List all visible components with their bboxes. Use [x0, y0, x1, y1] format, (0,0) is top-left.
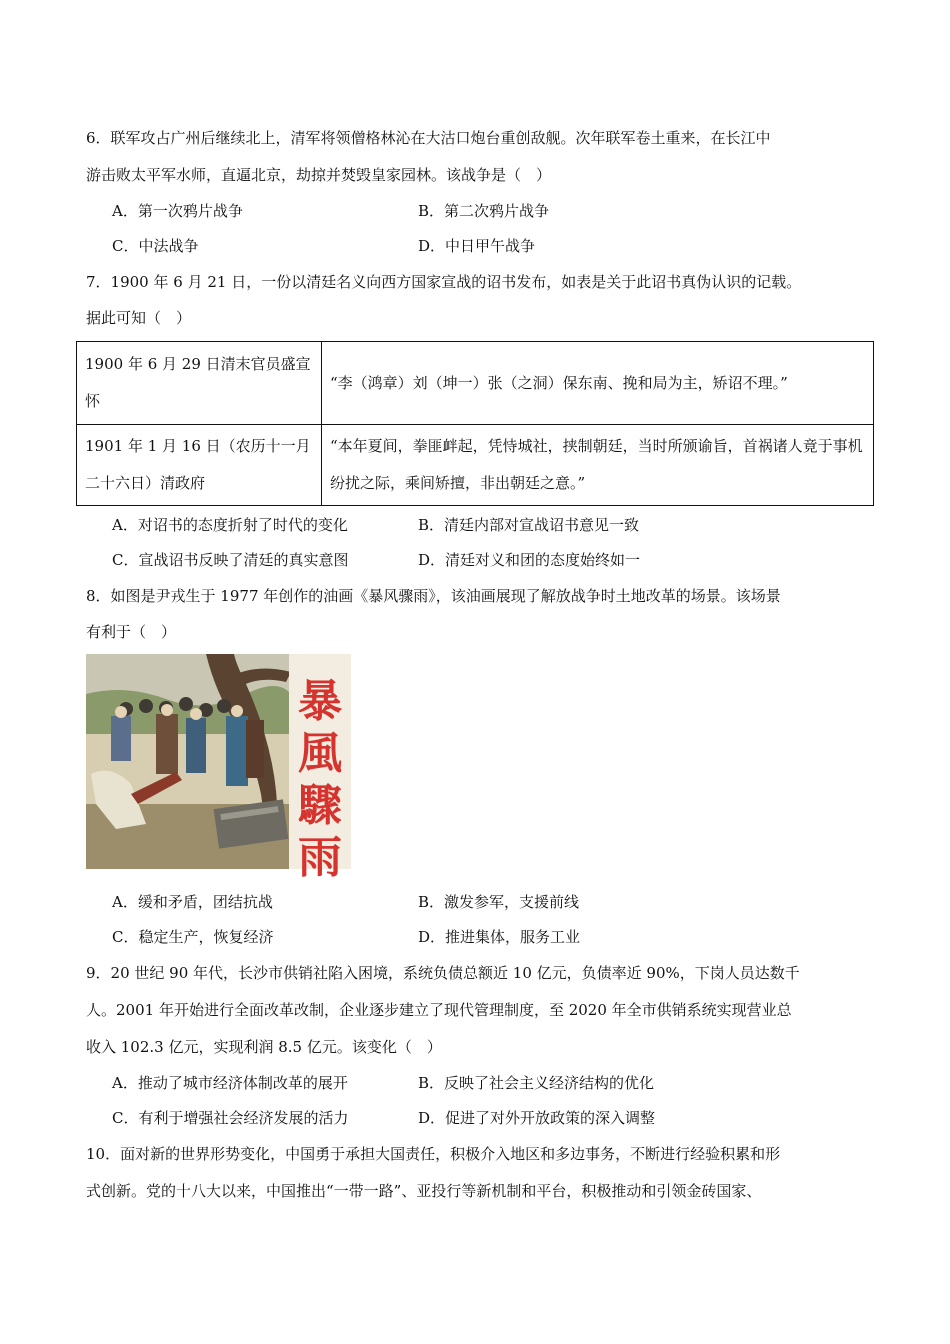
table-row	[77, 342, 874, 425]
table-cell-source: 1900 年 6 月 29 日清末官员盛宣怀	[77, 342, 322, 425]
question-6-text: 6．联军攻占广州后继续北上，清军将领僧格林沁在大沽口炮台重创敌舰。次年联军卷土重来，在长江中	[86, 129, 771, 147]
painting-title-char: 雨	[298, 832, 342, 883]
q6-option-d[interactable]: D．中日甲午战争	[418, 237, 536, 255]
question-6-text-cont: 游击败太平军水师，直逼北京，劫掠并焚毁皇家园林。该战争是（ ）	[86, 166, 552, 184]
question-9-text-cont: 收入 102.3 亿元，实现利润 8.5 亿元。该变化（ ）	[86, 1038, 442, 1056]
question-9-text-cont: 人。2001 年开始进行全面改革改制，企业逐步建立了现代管理制度，至 2020 年全市供销系统实现营业总	[86, 1001, 792, 1019]
q7-option-c[interactable]: C．宣战诏书反映了清廷的真实意图	[112, 551, 349, 569]
q7-option-d[interactable]: D．清廷对义和团的态度始终如一	[418, 551, 641, 569]
table-cell-quote: “本年夏间，拳匪衅起，凭恃城社，挟制朝廷，当时所颁谕旨，首祸诸人竟于事机纷扰之际，乘间矫擅，非出朝廷之意。”	[322, 425, 874, 506]
source-table	[76, 341, 874, 506]
q9-option-d[interactable]: D．促进了对外开放政策的深入调整	[418, 1109, 656, 1127]
q8-option-d[interactable]: D．推进集体，服务工业	[418, 928, 581, 946]
q6-option-a[interactable]: A．第一次鸦片战争	[112, 202, 243, 220]
question-7-text-cont: 据此可知（ ）	[86, 309, 192, 327]
table-cell-quote: “李（鸿章）刘（坤一）张（之洞）保东南、挽和局为主，矫诏不理。”	[322, 342, 874, 425]
question-8-text-cont: 有利于（ ）	[86, 623, 177, 641]
q8-option-b[interactable]: B．激发参军，支援前线	[418, 893, 580, 911]
q9-option-a[interactable]: A．推动了城市经济体制改革的展开	[112, 1074, 348, 1092]
table-row	[77, 425, 874, 506]
q6-option-c[interactable]: C．中法战争	[112, 237, 199, 255]
question-7-text: 7．1900 年 6 月 21 日，一份以清廷名义向西方国家宣战的诏书发布，如表是关于此诏书真伪认识的记载。	[86, 273, 802, 291]
q9-option-c[interactable]: C．有利于增强社会经济发展的活力	[112, 1109, 349, 1127]
q6-option-b[interactable]: B．第二次鸦片战争	[418, 202, 550, 220]
painting-title-char: 暴	[298, 676, 342, 727]
question-10-text: 10．面对新的世界形势变化，中国勇于承担大国责任，积极介入地区和多边事务，不断进行经验积累和形	[86, 1145, 781, 1163]
q8-option-a[interactable]: A．缓和矛盾，团结抗战	[112, 893, 273, 911]
q9-option-b[interactable]: B．反映了社会主义经济结构的优化	[418, 1074, 655, 1092]
painting-title-char: 風	[298, 728, 342, 779]
q8-option-c[interactable]: C．稳定生产，恢复经济	[112, 928, 274, 946]
q7-option-b[interactable]: B．清廷内部对宣战诏书意见一致	[418, 516, 640, 534]
table-cell-source: 1901 年 1 月 16 日（农历十一月二十六日）清政府	[77, 425, 322, 506]
q7-option-a[interactable]: A．对诏书的态度折射了时代的变化	[112, 516, 348, 534]
question-9-text: 9．20 世纪 90 年代，长沙市供销社陷入困境，系统负债总额近 10 亿元，负债率近 90%，下岗人员达数千	[86, 964, 800, 982]
question-8-text: 8．如图是尹戎生于 1977 年创作的油画《暴风骤雨》，该油画展现了解放战争时土地改革的场景。该场景	[86, 587, 781, 605]
painting-title-char: 驟	[298, 780, 342, 831]
question-10-text-cont: 式创新。党的十八大以来，中国推出“一带一路”、亚投行等新机制和平台，积极推动和引领金砖国家、	[86, 1182, 762, 1200]
